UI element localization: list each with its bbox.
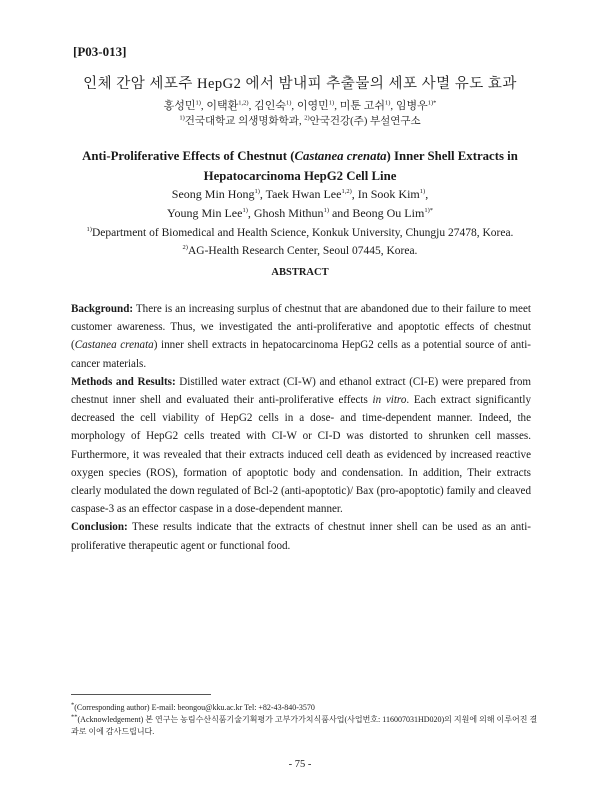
footnote-text: (Acknowledgement) 본 연구는 농림수산식품기술기획평가 고부가가치식품사업(사업번호: 116007031HD020)의 지원에 의해 이루어진 결과로 이에 감사드립니다. [71,715,538,736]
title-line-2: Hepatocarcinoma HepG2 Cell Line [203,169,397,183]
author-sup: 1) [384,99,391,107]
affil-sup: 2) [182,244,188,252]
author-sup: 1,2) [341,188,352,195]
footnote-text: (Corresponding author) E-mail: beongou@kku.ac.kr Tel: +82-43-840-3570 [74,703,315,712]
author-sup: 1)* [424,207,433,214]
footnote-corresponding [71,702,541,714]
page-number: - 75 - [288,759,312,770]
korean-title: 인체 간암 세포주 HepG2 에서 밤내피 추출물의 세포 사멸 유도 효과 [83,76,517,92]
affil-text: Department of Biomedical and Health Science, Konkuk University, Chungju 27478, Korea. [91,227,514,239]
affil-text: 안국건강(주) 부설연구소 [309,116,421,127]
paper-code: [P03-013] [73,44,127,59]
paragraph-text: There is an increasing surplus of chestnut that are abandoned due to their failure to meet customer awareness. Thus, we investigated the anti-proliferative and apoptotic effects of chestnut ( [71,303,531,352]
author-name: 이택환 [206,100,239,112]
author-name: 미툰 고쉬 [339,100,385,112]
background-paragraph [71,300,531,373]
conclusion-paragraph [71,518,531,554]
footnote-mark: * [71,701,75,709]
author-sup: 1) [242,207,248,214]
conclusion-label: Conclusion: [71,521,128,534]
korean-authors: 홍성민$^{1)}$, 이택환$^{1,2)}$, 김인숙$^{1)}$, 이영민$^{1)}$, 미툰 고쉬$^{1)}$, 임병우$^{1)*}$ [163,99,437,112]
paragraph-text: . Each extract significantly decreased the cell viability of HepG2 cells in a dose- and time-dependent manner. Indeed, the morphology of HepG2 cells treated with CI-W or CI-D was distorted to shrunken cell masses. Furthermore, it was revealed that their extracts induced cell death as evidenced by increased reactive oxygen species (ROS), formation of apoptotic body and condensation. In addition, Their extracts clearly modulated the down regulated of Bcl-2 (anti-apoptotic)/ Bax (pro-apoptotic) family and cleaved caspase-3 as an effector caspase in a dose-dependent manner. [71,394,531,516]
affil-text: AG-Health Research Center, Seoul 07445, Korea. [187,245,418,257]
footnote-mark: ** [71,713,78,721]
author-name: 이영민 [296,100,329,112]
author-name: Seong Min Hong [171,187,255,201]
affil-text: 건국대학교 의생명화학과 [184,116,299,127]
author-name: Young Min Lee [167,206,243,220]
abstract-heading: ABSTRACT [271,267,329,278]
methods-label: Methods and Results: [71,375,176,388]
author-sup: 1) [323,207,329,214]
affil-sup: 1) [179,114,185,122]
species-name: Castanea crenata [294,149,387,163]
author-name: 임병우 [395,100,428,112]
paragraph-text: Distilled water extract (CI-W) and ethanol extract (CI-E) were prepared from chestnut inner shell and evaluated their anti-proliferative effects [71,375,531,407]
abstract-body [71,300,531,555]
paragraph-text: These results indicate that the extracts of chestnut inner shell can be used as an anti-proliferative therapeutic agent or functional food. [71,521,531,552]
background-label: Background: [71,303,134,315]
author-name: 김인숙 [254,100,286,112]
title-part: Anti-Proliferative Effects of Chestnut ( [82,149,295,163]
author-name: Beong Ou Lim [352,206,425,220]
author-name: Ghosh Mithun [253,206,324,220]
footnote-divider [71,694,211,695]
author-sup: 1)* [427,99,437,107]
footnote-acknowledgement [71,714,541,738]
english-title [0,146,600,186]
paragraph-text: ) inner shell extracts in hepatocarcinoma HepG2 cells as a potential source of anti-cancer materials. [71,339,531,370]
author-name: Taek Hwan Lee [265,187,342,201]
author-sup: 1,2) [238,99,249,107]
species-name: Castanea crenata [74,339,154,352]
english-affiliations [0,224,600,260]
author-sup: 1) [195,99,201,107]
author-sup: 1) [254,188,260,195]
korean-affiliations: $^{1)}$건국대학교 의생명화학과, $^{2)}$안국건강(주) 부설연구소 [179,114,421,127]
author-sup: 1) [419,188,426,195]
author-sup: 1) [328,99,335,107]
author-sup: 1) [285,99,292,107]
affil-sup: 2) [304,114,310,122]
affil-sup: 1) [86,226,92,234]
english-authors: Seong Min Hong$^{1)}$, Taek Hwan Lee$^{1,2)}$, In Sook Kim$^{1)}$, Young Min Lee$^{1)}$, Ghosh Mithun$^{1)}$ and Beong Ou Lim$^{1)*}$ [167,187,433,220]
author-name: In Sook Kim [357,187,420,201]
methods-paragraph [71,373,531,519]
italic-term: in vitro [372,394,407,407]
title-part: ) Inner Shell Extracts in [386,149,518,163]
author-name: 홍성민 [163,100,196,112]
